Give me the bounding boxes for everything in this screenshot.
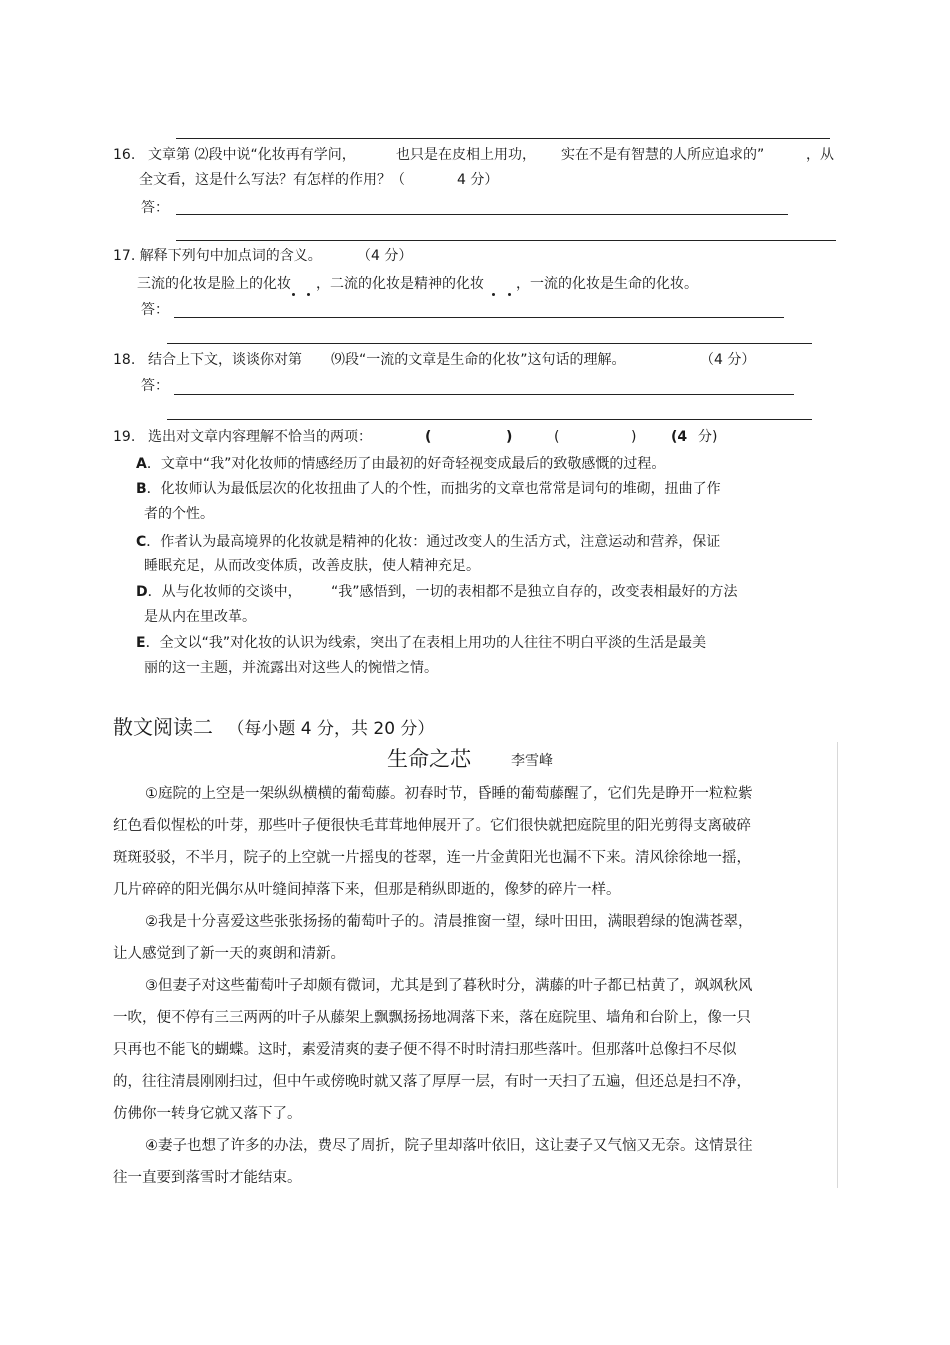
article-paragraph-3: ③但妻子对这些葡萄叶子却颇有微词，尤其是到了暮秋时分，满藤的叶子都已枯黄了，飒飒秋风一吹，便不停有三三两两的叶子从藤架上飘飘扬扬地凋落下来，落在庭院里、墙角和台阶上，像一只只再也不能飞的蝴蝶。这时，素爱清爽的妻子便不得不时时清扫那些落叶。但那落叶总像扫不尽似的，往往清晨刚刚扫过，但中午或傍晚时就又落了厚厚一层，有时一天扫了五遍，但还总是扫不净，仿佛你一转身它就又落下了。 bbox=[113, 978, 753, 1122]
q17-points: （4 分） bbox=[357, 248, 413, 264]
q16-points: 4 分） bbox=[457, 172, 499, 188]
q18-answer-label: 答： bbox=[141, 378, 169, 394]
q18-text-b: ⑼段“一流的文章是生命的化妆”这句话的理解。 bbox=[331, 352, 626, 368]
option-d bbox=[136, 580, 302, 604]
option-b-line2: 者的个性。 bbox=[144, 506, 214, 522]
option-letter: E bbox=[136, 635, 146, 651]
option-text: ．化妆师认为最低层次的化妆扭曲了人的个性，而拙劣的文章也常常是词句的堆砌，扭曲了作 bbox=[146, 481, 721, 497]
option-letter: C bbox=[136, 534, 147, 550]
q16-answer-line-1[interactable] bbox=[176, 214, 788, 215]
q17-answer-line-1[interactable] bbox=[174, 317, 784, 318]
q16-text-c: 实在不是有智慧的人所应追求的” bbox=[561, 147, 765, 163]
q19-choice-blank-2-open[interactable]: ( bbox=[554, 429, 560, 445]
emphasis-dot bbox=[307, 293, 310, 296]
option-a bbox=[136, 452, 665, 476]
q17-sentence-c: ，一流的化妆是生命的化妆。 bbox=[516, 276, 698, 292]
option-text: ．文章中“我”对化妆师的情感经历了由最初的好奇轻视变成最后的致敬感慨的过程。 bbox=[146, 456, 666, 472]
q18-answer-line-1[interactable] bbox=[174, 394, 794, 395]
emphasis-dot bbox=[508, 293, 511, 296]
q16-text-d: ，从 bbox=[806, 147, 834, 163]
divider bbox=[837, 742, 838, 1188]
section-note: （每小题 4 分，共 20 分） bbox=[227, 719, 435, 739]
q18-answer-line-2[interactable] bbox=[167, 419, 812, 420]
q17-sentence-b: ，二流的化妆是精神的化妆 bbox=[316, 276, 484, 292]
article-title: 生命之芯 bbox=[387, 747, 471, 771]
q16-text-a: 文章第 ⑵段中说“化妆再有学问， bbox=[148, 147, 356, 163]
option-letter: A bbox=[136, 456, 147, 472]
option-c-line2: 睡眠充足，从而改变体质，改善皮肤，使人精神充足。 bbox=[144, 558, 480, 574]
q18-points: （4 分） bbox=[700, 352, 756, 368]
q19-choice-blank-1-open[interactable]: ( bbox=[425, 429, 432, 445]
section-title: 散文阅读二 bbox=[113, 715, 213, 739]
article-paragraph-4: ④妻子也想了许多的办法，费尽了周折，院子里却落叶依旧，这让妻子又气恼又无奈。这情景往往一直要到落雪时才能结束。 bbox=[113, 1138, 753, 1186]
emphasis-dot bbox=[292, 293, 295, 296]
option-d-line2: 是从内在里改革。 bbox=[144, 609, 256, 625]
option-d-text-b: “我”感悟到，一切的表相都不是独立自存的，改变表相最好的方法 bbox=[331, 584, 738, 600]
q16-line2: 全文看，这是什么写法？有怎样的作用？（ bbox=[139, 172, 405, 188]
article-paragraph-1: ①庭院的上空是一架纵纵横横的葡萄藤。初春时节，昏睡的葡萄藤醒了，它们先是睁开一粒粒紫红色看似惺松的叶芽，那些叶子便很快毛茸茸地伸展开了。它们很快就把庭院里的阳光剪得支离破碎斑斑驳驳，不半月，院子的上空就一片摇曳的苍翠，连一片金黄阳光也漏不下来。清风徐徐地一摇，几片碎碎的阳光偶尔从叶缝间掉落下来，但那是稍纵即逝的，像梦的碎片一样。 bbox=[113, 786, 753, 898]
q19-points-open: (4 bbox=[671, 429, 688, 445]
emphasis-dot bbox=[492, 293, 495, 296]
q16-answer-label: 答： bbox=[141, 200, 169, 216]
answer-line bbox=[176, 138, 830, 139]
q19-choice-blank-1-close[interactable]: ) bbox=[506, 429, 513, 445]
q16-text-b: 也只是在皮相上用功， bbox=[396, 147, 536, 163]
q19-choice-blank-2-close[interactable]: ) bbox=[631, 429, 637, 445]
q18-text-a: 结合上下文，谈谈你对第 bbox=[148, 352, 302, 368]
option-e-line2: 丽的这一主题，并流露出对这些人的惋惜之情。 bbox=[144, 660, 438, 676]
q17-sentence-a: 三流的化妆是脸上的化妆 bbox=[137, 276, 291, 292]
q18-number: 18. bbox=[113, 352, 136, 368]
q19-points-close: 分) bbox=[698, 429, 718, 445]
option-text: ．全文以“我”对化妆的认识为线索，突出了在表相上用功的人往往不明白平淡的生活是最美 bbox=[145, 635, 707, 651]
q17-title: 17. 解释下列句中加点词的含义。 bbox=[113, 248, 322, 264]
section-heading bbox=[113, 713, 434, 743]
q19-text: 选出对文章内容理解不恰当的两项： bbox=[148, 429, 372, 445]
q17-answer-line-2[interactable] bbox=[167, 343, 812, 344]
q19-number: 19. bbox=[113, 429, 136, 445]
q16-number: 16. bbox=[113, 147, 136, 163]
option-b bbox=[136, 477, 721, 501]
option-c bbox=[136, 530, 720, 554]
q17-answer-label: 答： bbox=[141, 302, 169, 318]
q16-answer-line-2[interactable] bbox=[176, 240, 836, 241]
option-text: ．从与化妆师的交谈中， bbox=[147, 584, 302, 600]
option-letter: B bbox=[136, 481, 147, 497]
article-paragraph-2: ②我是十分喜爱这些张张扬扬的葡萄叶子的。清晨推窗一望，绿叶田田，满眼碧绿的饱满苍翠，让人感觉到了新一天的爽朗和清新。 bbox=[113, 914, 753, 962]
option-text: ．作者认为最高境界的化妆就是精神的化妆：通过改变人的生活方式，注意运动和营养，保证 bbox=[146, 534, 721, 550]
option-e bbox=[136, 631, 706, 655]
article-author: 李雪峰 bbox=[511, 753, 553, 769]
option-letter: D bbox=[136, 584, 148, 600]
